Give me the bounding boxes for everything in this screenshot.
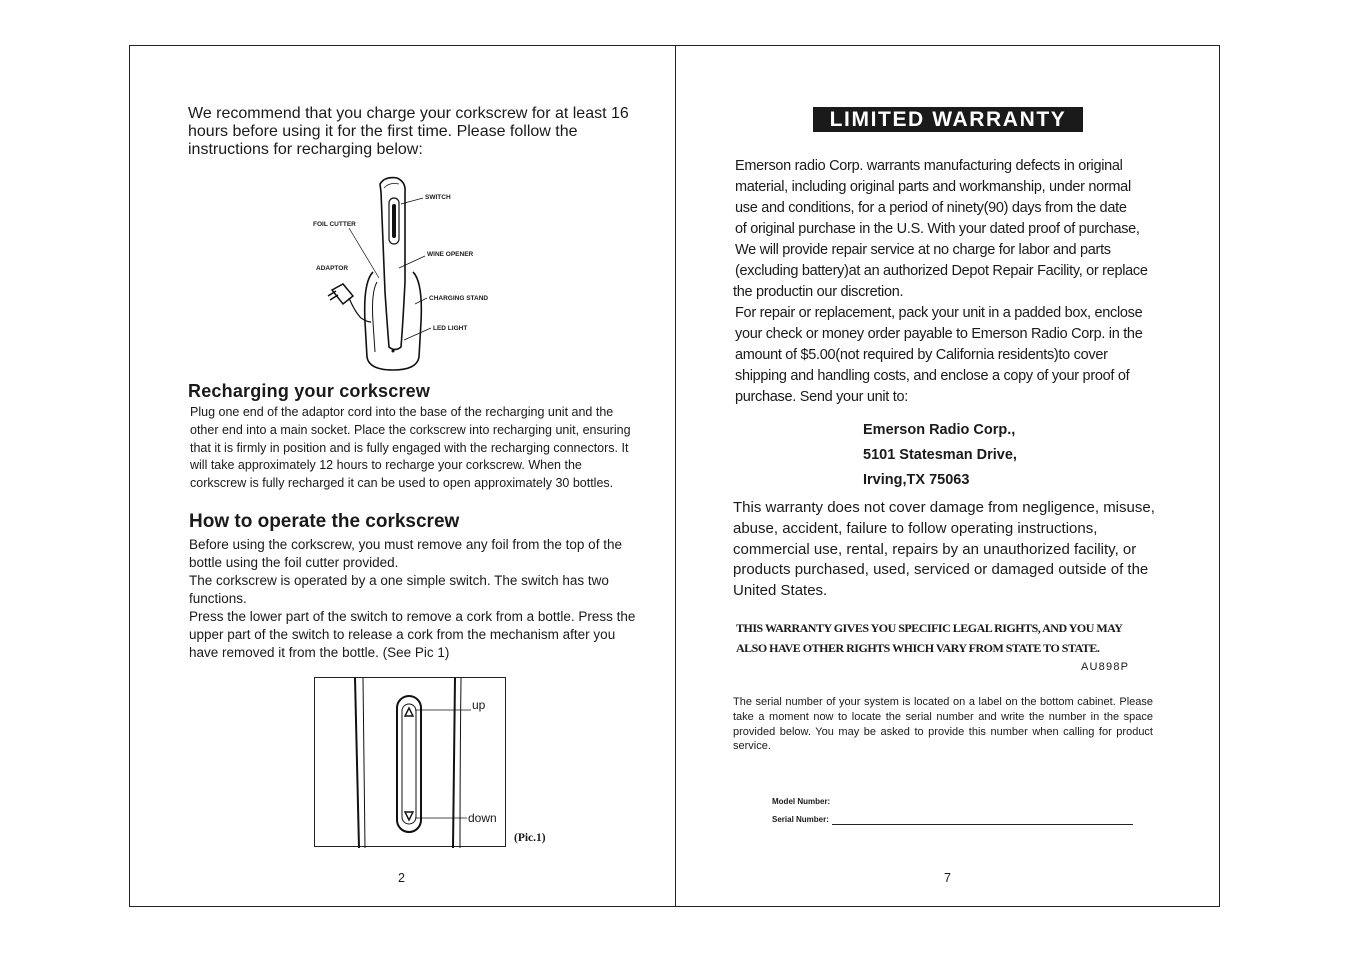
led-light-label: LED LIGHT — [433, 325, 468, 332]
warranty-body — [735, 156, 1175, 408]
serial-number-field[interactable] — [832, 824, 1133, 825]
wine-opener-label: WINE OPENER — [427, 251, 474, 258]
operate-heading: How to operate the corkscrew — [189, 511, 460, 532]
warranty-exclusions: This warranty does not cover damage from negligence, misuse, abuse, accident, failure to follow operating instructions, commercial use, rental, repairs by an unauthorized facility, or products purchased, used, serviced or damaged outside of the United States. — [733, 499, 1155, 600]
address-line: Irving,TX 75063 — [863, 472, 970, 488]
warranty-line: your check or money order payable to Emerson Radio Corp. in the — [735, 326, 1143, 342]
switch-picture — [314, 677, 506, 847]
warranty-line: Emerson radio Corp. warrants manufacturing defects in original — [735, 158, 1123, 174]
page-number-left: 2 — [398, 871, 405, 885]
operate-paragraph-2: The corkscrew is operated by a one simple switch. The switch has two functions. — [189, 573, 609, 606]
warranty-line: of original purchase in the U.S. With your dated proof of purchase, — [735, 221, 1140, 237]
page-number-right: 7 — [944, 871, 951, 885]
warranty-line: purchase. Send your unit to: — [735, 389, 908, 405]
operate-paragraph-3: Press the lower part of the switch to remove a cork from a bottle. Press the upper part of the switch to release a cork from the mechanism after you have removed it from the bottle. (See Pic 1) — [189, 609, 636, 660]
legal-line: ALSO HAVE OTHER RIGHTS WHICH VARY FROM STATE TO STATE. — [736, 640, 1100, 655]
service-address — [863, 418, 1017, 493]
address-line: Emerson Radio Corp., — [863, 422, 1016, 438]
page-divider — [675, 45, 676, 907]
operate-text — [189, 536, 639, 662]
warranty-line: (excluding battery)at an authorized Depot Repair Facility, or replace — [735, 263, 1148, 279]
warranty-line: use and conditions, for a period of ninety(90) days from the date — [735, 200, 1127, 216]
operate-paragraph-1: Before using the corkscrew, you must remove any foil from the top of the bottle using the foil cutter provided. — [189, 537, 622, 570]
model-code: AU898P — [1081, 661, 1130, 673]
up-label: up — [472, 698, 486, 712]
address-line: 5101 Statesman Drive, — [863, 447, 1017, 463]
legal-rights-notice — [736, 619, 1122, 658]
charging-stand-label: CHARGING STAND — [429, 295, 489, 302]
serial-number-note: The serial number of your system is located on a label on the bottom cabinet. Please take a moment now to locate the serial number and write the number in the space provided below. You may be asked to provide this number when calling for product service. — [733, 696, 1153, 753]
limited-warranty-banner: LIMITED WARRANTY — [813, 107, 1083, 132]
switch-label: SWITCH — [425, 194, 451, 201]
model-number-label: Model Number: — [772, 797, 831, 806]
recharging-heading: Recharging your corkscrew — [188, 381, 431, 401]
foil-cutter-label: FOIL CUTTER — [313, 221, 356, 228]
legal-line: THIS WARRANTY GIVES YOU SPECIFIC LEGAL RIGHTS, AND YOU MAY — [736, 621, 1123, 635]
warranty-line: For repair or replacement, pack your unit in a padded box, enclose — [735, 305, 1143, 321]
serial-number-label: Serial Number: — [772, 815, 829, 824]
adaptor-label: ADAPTOR — [316, 265, 349, 272]
intro-text: We recommend that you charge your corkscrew for at least 16 hours before using it for the first time. Please follow the instructions for recharging below: — [188, 105, 629, 158]
recharging-text: Plug one end of the adaptor cord into the base of the recharging unit and the other end into a main socket. Place the corkscrew into recharging unit, ensuring that it is firmly in position and is fully engaged with the recharging connectors. It will take approximately 12 hours to recharge your corkscrew. When the corkscrew is fully recharged it can be used to open approximately 30 bottles. — [190, 405, 631, 491]
corkscrew-diagram — [305, 172, 505, 377]
warranty-line: shipping and handling costs, and enclose a copy of your proof of — [735, 368, 1130, 384]
corkscrew-illustration — [305, 172, 505, 377]
warranty-line: We will provide repair service at no charge for labor and parts — [735, 242, 1111, 258]
warranty-line: amount of $5.00(not required by California residents)to cover — [735, 347, 1108, 363]
warranty-line: material, including original parts and workmanship, under normal — [735, 179, 1131, 195]
picture-caption: (Pic.1) — [514, 832, 546, 844]
warranty-line: the productin our discretion. — [733, 284, 904, 300]
down-label: down — [468, 811, 497, 825]
